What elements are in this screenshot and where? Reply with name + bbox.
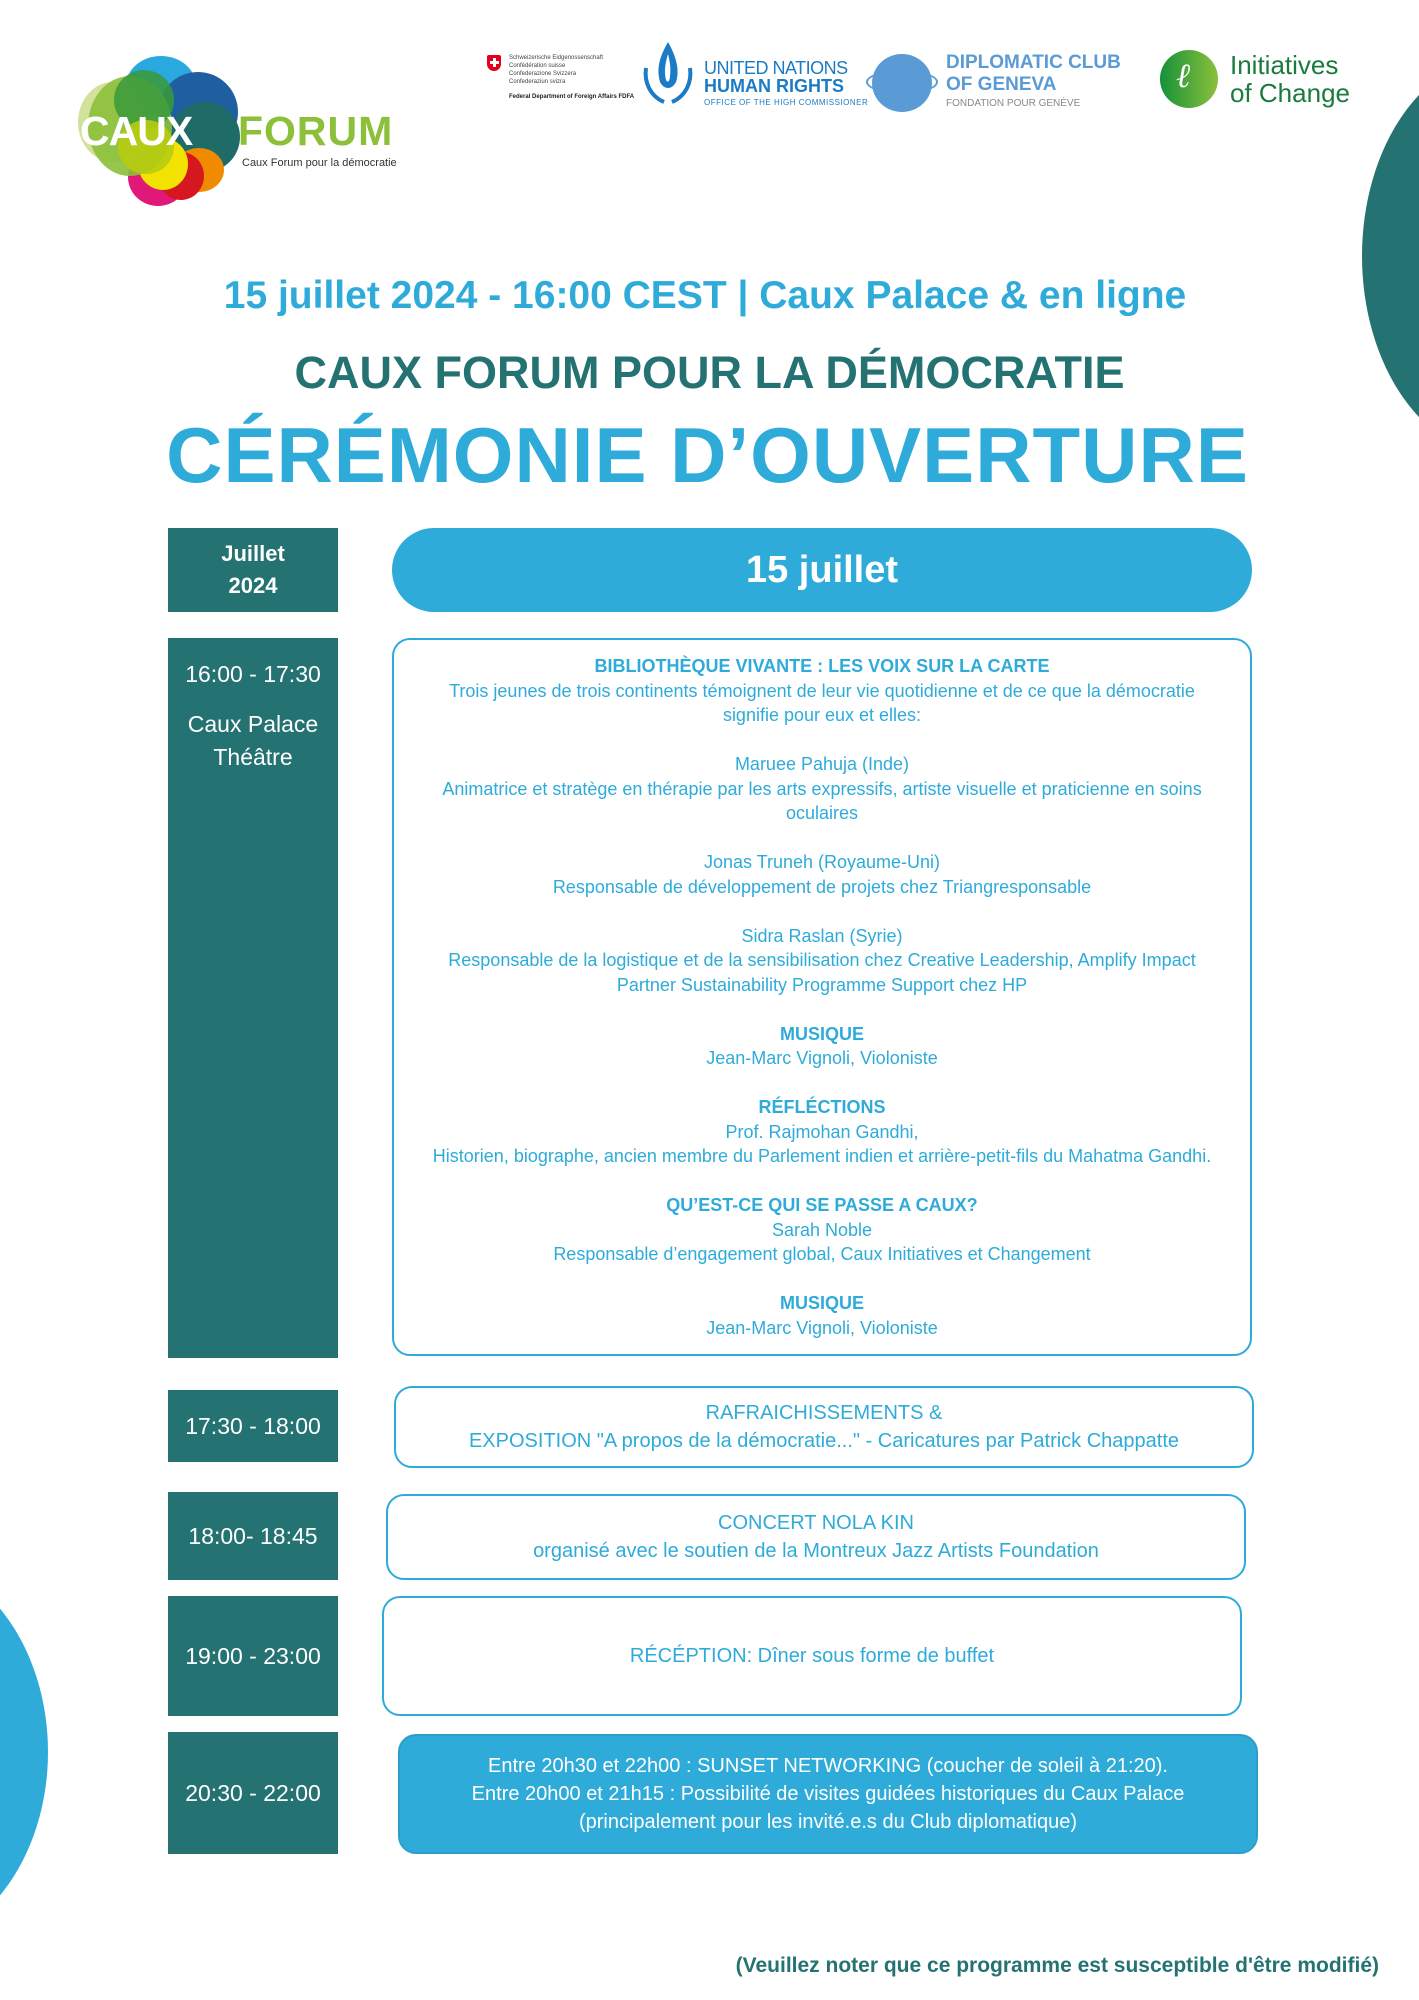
event-concert: CONCERT NOLA KIN organisé avec le soutien de la Montreux Jazz Artists Foundation: [386, 1494, 1246, 1580]
caux-logo-tagline: Caux Forum pour la démocratie: [242, 157, 397, 169]
swiss-names: Schweizerische Eidgenossenschaft Confédération suisse Confederazione Svizzera Confederaziun svizra: [509, 55, 604, 85]
ioc-circle-icon: [1160, 50, 1218, 108]
time-slot-4: 19:00 - 23:00: [168, 1596, 338, 1716]
time-slot-2: 17:30 - 18:00: [168, 1390, 338, 1462]
time-slot-5: 20:30 - 22:00: [168, 1732, 338, 1854]
event-reception: RÉCÉPTION: Dîner sous forme de buffet: [382, 1596, 1242, 1716]
time-slot-3: 18:00- 18:45: [168, 1492, 338, 1580]
day-header: 15 juillet: [392, 528, 1252, 612]
time-slot-1: 16:00 - 17:30 Caux Palace Théâtre: [168, 638, 338, 1358]
diplomatic-club-logo: DIPLOMATIC CLUB OF GENEVA FONDATION POUR GENÈVE: [866, 50, 1146, 120]
page-title: CÉRÉMONIE D’OUVERTURE: [166, 411, 1249, 499]
caux-logo-word: CAUX: [80, 108, 193, 154]
event-subtitle: CAUX FORUM POUR LA DÉMOCRATIE: [294, 347, 1125, 398]
location: Caux Palace Théâtre: [187, 711, 319, 770]
leaf-icon: ℓ: [1176, 58, 1191, 95]
orbit-ring-icon: [866, 70, 938, 94]
event-opening-programme: BIBLIOTHÈQUE VIVANTE : LES VOIX SUR LA CARTE Trois jeunes de trois continents témoignent de leur vie quotidienne et de ce que la démocratie signifie pour eux et elles: Maruee Pahuja (Inde) Animatrice et stratège en thérapie par les arts expressifs, artiste visuelle et praticienne en soins oculaires Jonas Truneh (Royaume-Uni) Responsable de développement de projets chez Triangresponsable Sidra Raslan (Syrie) Responsable de la logistique et de la sensibilisation chez Creative Leadership, Amplify Impact Partner Sustainability Programme Support chez HP MUSIQUE Jean-Marc Vignoli, Violoniste RÉFLÉCTIONS Prof. Rajmohan Gandhi, Historien, biographe, ancien membre du Parlement indien et arrière-petit-fils du Mahatma Gandhi. QU’EST-CE QUI SE PASSE A CAUX? Sarah Noble Responsable d’engagement global, Caux Initiatives et Changement MUSIQUE Jean-Marc Vignoli, Violoniste: [392, 638, 1252, 1356]
event-sunset-networking: Entre 20h30 et 22h00 : SUNSET NETWORKING (coucher de soleil à 21:20). Entre 20h00 et 21h15 : Possibilité de visites guidées historiques du Caux Palace (principalement pour les invité.e.s du Club diplomatique): [398, 1734, 1258, 1854]
programme-change-note: (Veuillez noter que ce programme est susceptible d'être modifié): [735, 1954, 1379, 1977]
event-date-line: 15 juillet 2024 - 16:00 CEST | Caux Palace & en ligne: [223, 274, 1187, 317]
month-box: Juillet 2024: [168, 528, 338, 612]
decorative-blue-circle: [0, 1557, 48, 1947]
event-refreshments-exhibition: RAFRAICHISSEMENTS & EXPOSITION "A propos de la démocratie..." - Caricatures par Patrick Chappatte: [394, 1386, 1254, 1468]
un-human-rights-logo: UNITED NATIONS HUMAN RIGHTS OFFICE OF THE HIGH COMMISSIONER: [638, 38, 848, 116]
swiss-flag-icon: [487, 55, 501, 71]
un-flame-emblem-icon: [638, 38, 698, 110]
swiss-department: Federal Department of Foreign Affairs FDFA: [509, 94, 635, 100]
forum-logo-word: FORUM: [238, 108, 394, 154]
swiss-fdfa-logo: [487, 54, 635, 114]
initiatives-of-change-logo: ℓ Initiatives of Change: [1158, 48, 1358, 118]
